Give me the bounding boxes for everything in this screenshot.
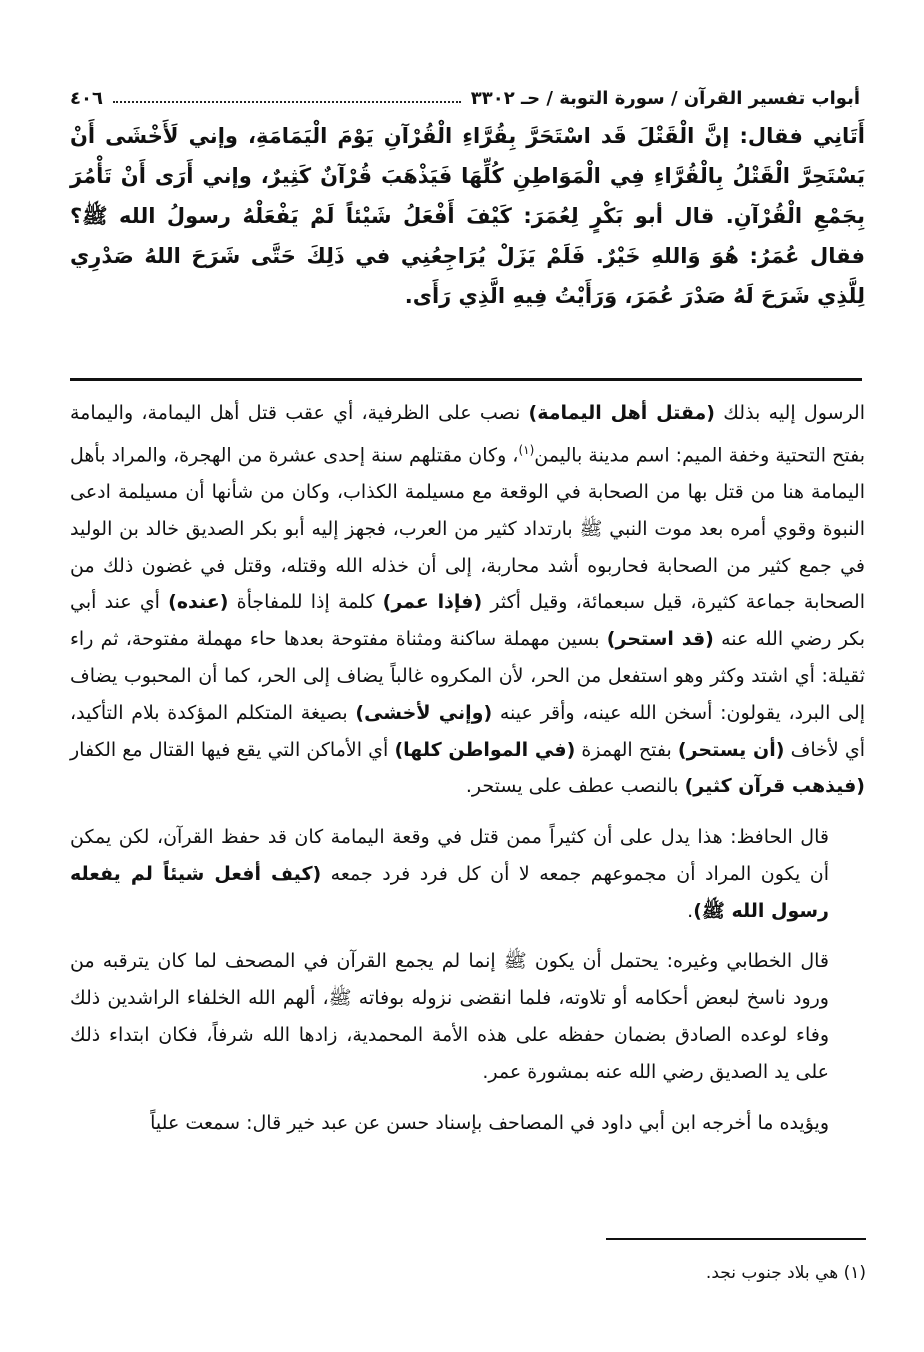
- page-number: ٤٠٦: [70, 87, 103, 109]
- commentary-paragraph: قال الحافظ: هذا يدل على أن كثيراً ممن قتل في وقعة اليمامة كان قد حفظ القرآن، لكن يمكن أن يكون المراد أن مجموعهم جمعه لا أن كل فرد فرد جمعه (كيف أفعل شيئاً لم يفعله رسول الله ﷺ).: [70, 826, 830, 922]
- header-dot-leader: [113, 101, 461, 103]
- footnote-marker: (١): [518, 442, 535, 457]
- running-title: أبواب تفسير القرآن / سورة التوبة / حـ ٣٣٠٢: [470, 87, 860, 109]
- page-header: [70, 80, 860, 116]
- footnote-divider: [606, 1238, 866, 1240]
- commentary-paragraph: قال الخطابي وغيره: يحتمل أن يكون ﷺ إنما لم يجمع القرآن في المصحف لما كان يترقبه من ورود ناسخ لبعض أحكامه أو تلاوته، فلما انقضى نزوله بوفاته ﷺ، ألهم الله الخلفاء الراشدين ذلك وفاء لوعده الصادق بضمان حفظه على هذه الأمة المحمدية، زادها الله شرفاً، فكان ابتداء ذلك على يد الصديق رضي الله عنه بمشورة عمر.: [70, 950, 829, 1083]
- commentary: [70, 395, 865, 1141]
- section-divider: [70, 378, 862, 381]
- hadith-text: أَتَانِي فقال: إنَّ الْقَتْلَ قَد اسْتَحَرَّ بِقُرَّاءِ الْقُرْآنِ يَوْمَ الْيَمَامَةِ، وإني لَأَخْشَى أَنْ يَسْتَحِرَّ الْقَتْلُ بِالْقُرَّاءِ فِي الْمَوَاطِنِ كُلِّهَا فَيَذْهَبَ قُرْآنٌ كَثِيرٌ، وإني أَرَى أَنْ تَأْمُرَ بِجَمْعِ الْقُرْآنِ. قال أبو بَكْرٍ لِعُمَرَ: كَيْفَ أَفْعَلُ شَيْئاً لَمْ يَفْعَلْهُ رسولُ الله ﷺ؟ فقال عُمَرُ: هُوَ وَاللهِ خَيْرٌ. فَلَمْ يَزَلْ يُرَاجِعُنِي في ذَلِكَ حَتَّى شَرَحَ اللهُ صَدْرِي لِلَّذِي شَرَحَ لَهُ صَدْرَ عُمَرَ، وَرَأَيْتُ فِيهِ الَّذِي رَأَى.: [70, 124, 865, 308]
- commentary-paragraph: الرسول إليه بذلك (مقتل أهل اليمامة) نصب على الظرفية، أي عقب قتل أهل اليمامة، واليمامة بفتح التحتية وخفة الميم: اسم مدينة باليمن$^{(١)}$، وكان مقتلهم سنة إحدى عشرة من الهجرة، والمراد بأهل اليمامة هنا من قتل بها من الصحابة في الوقعة مع مسيلمة الكذاب، وكان من شأنها أن مسيلمة ادعى النبوة وقوي أمره بعد موت النبي ﷺ بارتداد كثير من العرب، فجهز إليه أبو بكر الصديق خالد بن الوليد في جمع كثير من الصحابة فحاربوه أشد محاربة، إلى أن خذله الله وقتله، وقتل في غضون ذلك من الصحابة جماعة كثيرة، قيل سبعمائة، وقيل أكثر (فإذا عمر) كلمة إذا للمفاجأة (عنده) أي عند أبي بكر رضي الله عنه (قد استحر) بسين مهملة ساكنة ومثناة مفتوحة بعدها حاء مهملة مفتوحة، ثم راء ثقيلة: أي اشتد وكثر وهو استفعل من الحر، لأن المكروه غالباً يضاف إلى الحر، كما أن المحبوب يضاف إلى البرد، يقولون: أسخن الله عينه، وأقر عينه (وإني لأخشى) بصيغة المتكلم المؤكدة بلام التأكيد، أي لأخاف (أن يستحر) بفتح الهمزة (في المواطن كلها) أي الأماكن التي يقع فيها القتال مع الكفار (فيذهب قرآن كثير) بالنصب عطف على يستحر.: [70, 402, 866, 798]
- footnote: (١) هي بلاد جنوب نجد.: [705, 1263, 866, 1283]
- commentary-paragraph: ويؤيده ما أخرجه ابن أبي داود في المصاحف بإسناد حسن عن عبد خير قال: سمعت علياً: [150, 1111, 829, 1134]
